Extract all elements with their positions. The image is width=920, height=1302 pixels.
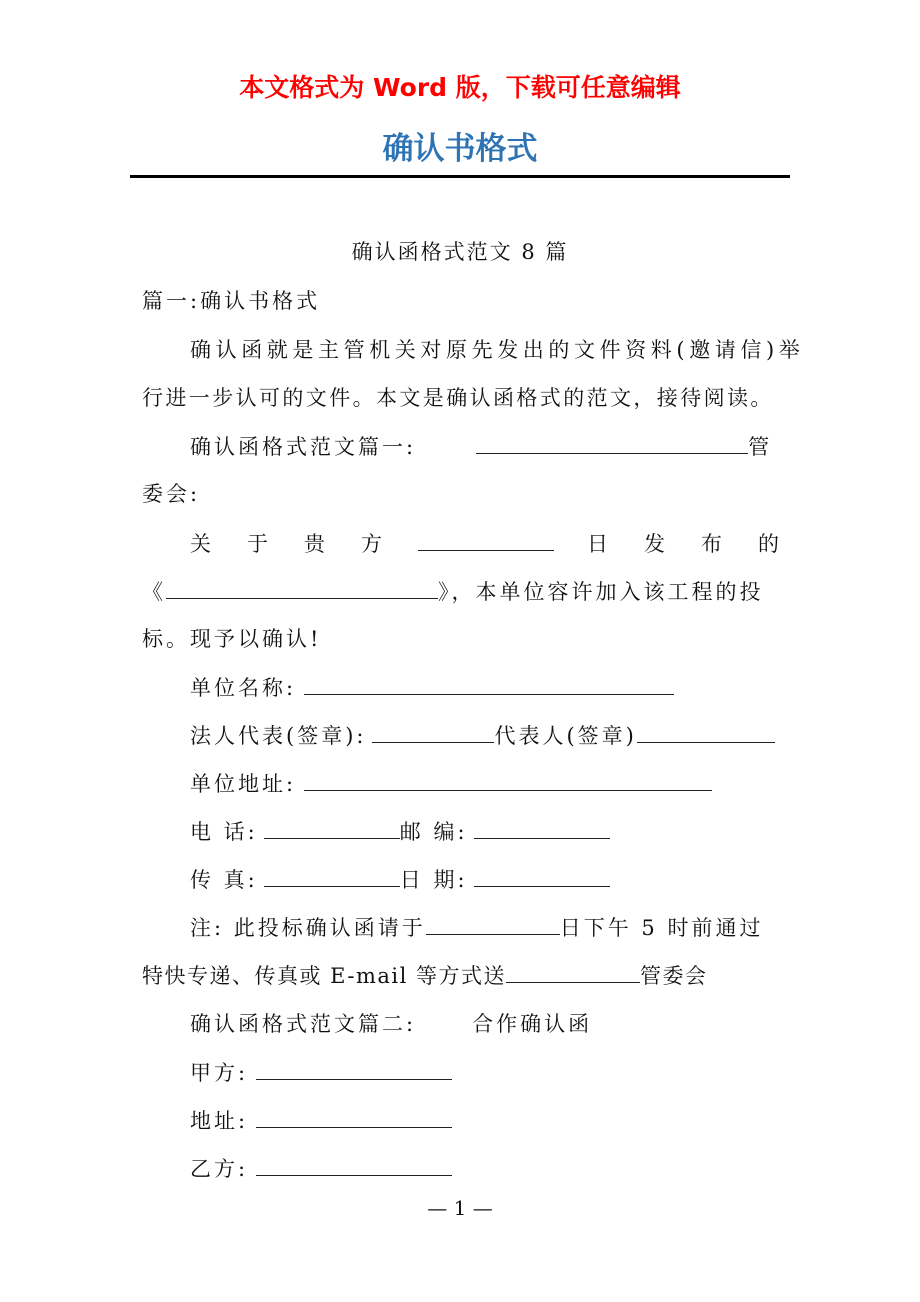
field-party-a: 甲方: bbox=[142, 1057, 782, 1088]
legal-rep-blank[interactable] bbox=[372, 720, 494, 743]
rep-blank[interactable] bbox=[637, 720, 775, 743]
document-title: 确认书格式 bbox=[382, 131, 538, 167]
field-unit-name: 单位名称: bbox=[142, 672, 782, 703]
party-a-blank[interactable] bbox=[256, 1057, 452, 1080]
date-blank[interactable] bbox=[418, 528, 554, 551]
party-b-blank[interactable] bbox=[256, 1153, 452, 1176]
field-legal-rep: 法人代表(签章): 代表人(签章) bbox=[142, 720, 782, 751]
intro-line-2: 行进一步认可的文件。本文是确认函格式的范文，接待阅读。 bbox=[142, 386, 774, 410]
confirm-line: 标。现予以确认! bbox=[142, 627, 322, 651]
page-number: — 1 — bbox=[427, 1196, 493, 1220]
title-divider bbox=[130, 175, 790, 178]
note-line-2: 特快专递、传真或 E-mail 等方式送 管委会 bbox=[142, 960, 782, 991]
unit-address-blank[interactable] bbox=[304, 768, 712, 791]
field-unit-address: 单位地址: bbox=[142, 768, 782, 799]
subtitle: 确认函格式范文 8 篇 bbox=[351, 240, 569, 264]
about-line: 关 于 贵 方 日 发 布 的 bbox=[142, 528, 782, 559]
field-address: 地址: bbox=[142, 1105, 782, 1136]
sample1-header bbox=[142, 431, 782, 462]
sample2-header: 确认函格式范文篇二: 合作确认函 bbox=[190, 1012, 593, 1036]
addressee-cont: 委会: bbox=[142, 482, 201, 506]
sample1-label: 确认函格式范文篇一: bbox=[190, 435, 417, 459]
sample1-suffix: 管 bbox=[748, 435, 773, 459]
edit-notice-banner: 本文格式为 Word 版，下载可任意编辑 bbox=[239, 73, 681, 102]
date-field-blank[interactable] bbox=[474, 864, 610, 887]
intro-line-1: 确认函就是主管机关对原先发出的文件资料(邀请信)举 bbox=[190, 338, 805, 362]
note-line-1: 注: 此投标确认函请于 日下午 5 时前通过 bbox=[142, 912, 782, 943]
section-heading: 篇一:确认书格式 bbox=[142, 289, 321, 313]
document-name-blank[interactable] bbox=[166, 576, 438, 599]
recipient-blank[interactable] bbox=[506, 960, 640, 983]
field-fax-date: 传 真: 日 期: bbox=[142, 864, 782, 895]
postcode-blank[interactable] bbox=[474, 816, 610, 839]
field-phone-postcode: 电 话: 邮 编: bbox=[142, 816, 782, 847]
phone-blank[interactable] bbox=[264, 816, 400, 839]
fax-blank[interactable] bbox=[264, 864, 400, 887]
addressee-blank[interactable] bbox=[476, 431, 748, 454]
address-blank[interactable] bbox=[256, 1105, 452, 1128]
unit-name-blank[interactable] bbox=[304, 672, 674, 695]
deadline-blank[interactable] bbox=[426, 912, 560, 935]
document-name-line: 《 》，本单位容许加入该工程的投 bbox=[142, 576, 782, 607]
field-party-b: 乙方: bbox=[142, 1153, 782, 1184]
